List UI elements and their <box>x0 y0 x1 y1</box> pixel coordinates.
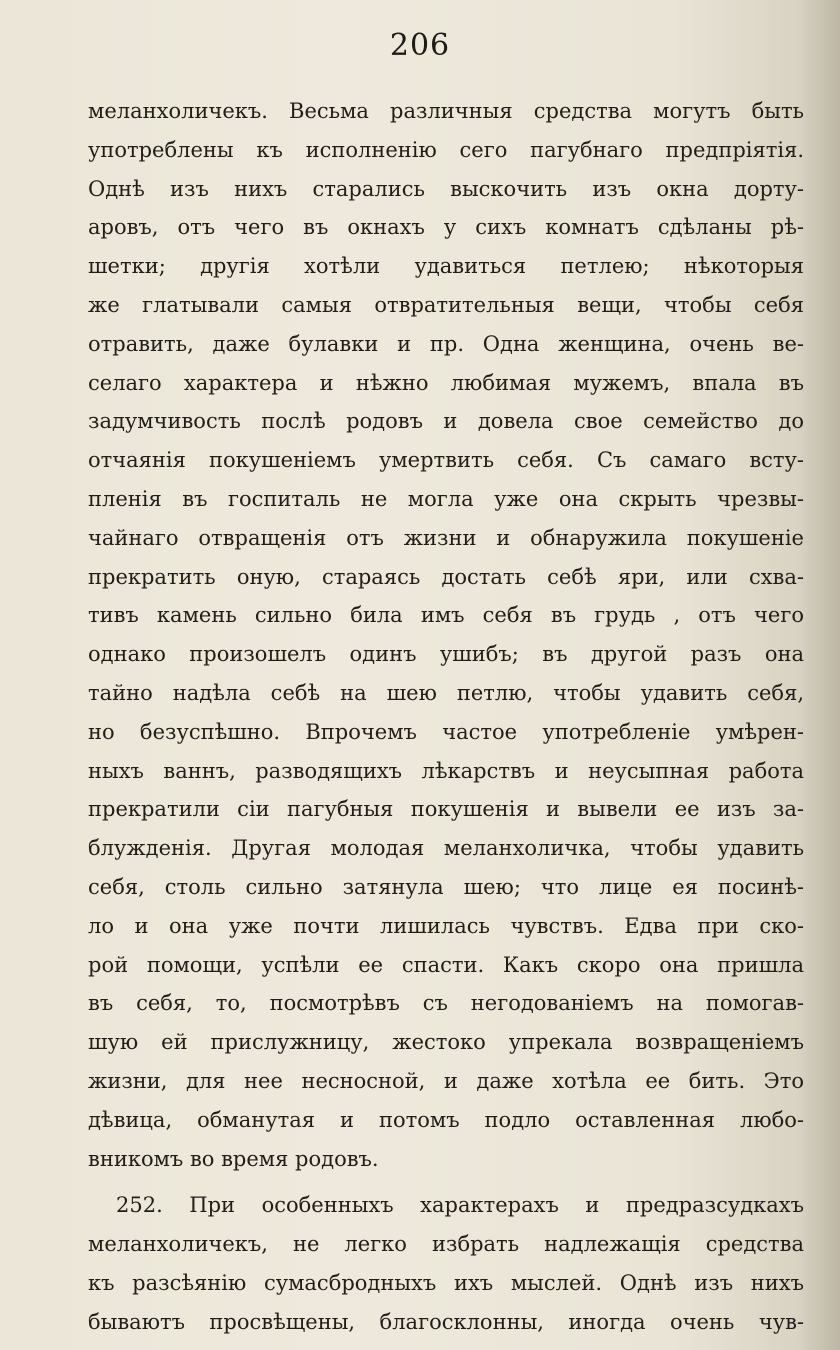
text-line: аровъ, отъ чего въ окнахъ у сихъ комнатъ сдѣланы рѣ- <box>88 215 804 240</box>
text-line: рой помощи, успѣли ее спасти. Какъ скоро она пришла <box>88 952 804 977</box>
text-line: тайно надѣла себѣ на шею петлю, чтобы удавить себя, <box>88 680 804 705</box>
page-number: 206 <box>389 28 451 63</box>
text-line: ло и она уже почти лишилась чувствъ. Едва при ско- <box>88 913 804 938</box>
text-line: блужденія. Другая молодая меланхоличка, чтобы удавить <box>88 836 804 861</box>
text-line: шую ей прислужницу, жестоко упрекала возвращеніемъ <box>88 1030 804 1055</box>
text-line: шетки; другія хотѣли удавиться петлею; нѣкоторыя <box>88 254 804 279</box>
text-line: пленія въ госпиталь не могла уже она скрыть чрезвы- <box>88 486 804 511</box>
text-line: 252. При особенныхъ характерахъ и предразсудкахъ <box>116 1193 804 1218</box>
text-line: чайнаго отвращенія отъ жизни и обнаружила покушеніе <box>88 525 804 550</box>
text-line: употреблены къ исполненію сего пагубнаго предпріятія. <box>88 137 804 162</box>
paragraph-gap <box>88 1178 804 1186</box>
text-line: задумчивость послѣ родовъ и довела свое семейство до <box>88 409 804 434</box>
text-line: къ разсѣянію сумасбродныхъ ихъ мыслей. Однѣ изъ нихъ <box>88 1270 804 1295</box>
text-line: себя, столь сильно затянула шею; что лице ея посинѣ- <box>88 874 804 899</box>
text-line: отравить, даже булавки и пр. Одна женщина, очень ве- <box>88 331 804 356</box>
text-line: прекратили сіи пагубныя покушенія и вывели ее изъ за- <box>88 797 804 822</box>
text-line: вникомъ во время родовъ. <box>88 1146 379 1171</box>
paragraph-2 <box>88 1186 804 1341</box>
text-line: отчаянія покушеніемъ умертвить себя. Съ самаго всту- <box>88 448 804 473</box>
text-line: же глатывали самыя отвратительныя вещи, чтобы себя <box>88 292 804 317</box>
text-line: селаго характера и нѣжно любимая мужемъ, впала въ <box>88 370 804 395</box>
text-line: но безуспѣшно. Впрочемъ частое употребленіе умѣрен- <box>88 719 804 744</box>
text-line: тивъ камень сильно била имъ себя въ грудь , отъ чего <box>88 603 804 628</box>
paragraph-1 <box>88 92 804 1178</box>
text-line: жизни, для нее несносной, и даже хотѣла ее бить. Это <box>88 1068 804 1093</box>
text-line: ныхъ ваннъ, разводящихъ лѣкарствъ и неусыпная работа <box>88 758 804 783</box>
text-line: въ себя, то, посмотрѣвъ съ негодованіемъ на помогав- <box>88 991 804 1016</box>
text-line: однако произошелъ одинъ ушибъ; въ другой разъ она <box>88 642 804 667</box>
page-text <box>88 92 804 1342</box>
text-line: меланхоличекъ. Весьма различныя средства могутъ быть <box>88 99 804 123</box>
text-line: прекратить оную, стараясь достать себѣ яри, или схва- <box>88 564 804 589</box>
text-line: бываютъ просвѣщены, благосклонны, иногда очень чув- <box>88 1309 804 1334</box>
text-line: меланхоличекъ, не легко избрать надлежащія средства <box>88 1232 804 1257</box>
text-line: Однѣ изъ нихъ старались выскочить изъ окна дорту- <box>88 176 804 201</box>
text-line: дѣвица, обманутая и потомъ подло оставленная любо- <box>88 1107 804 1132</box>
